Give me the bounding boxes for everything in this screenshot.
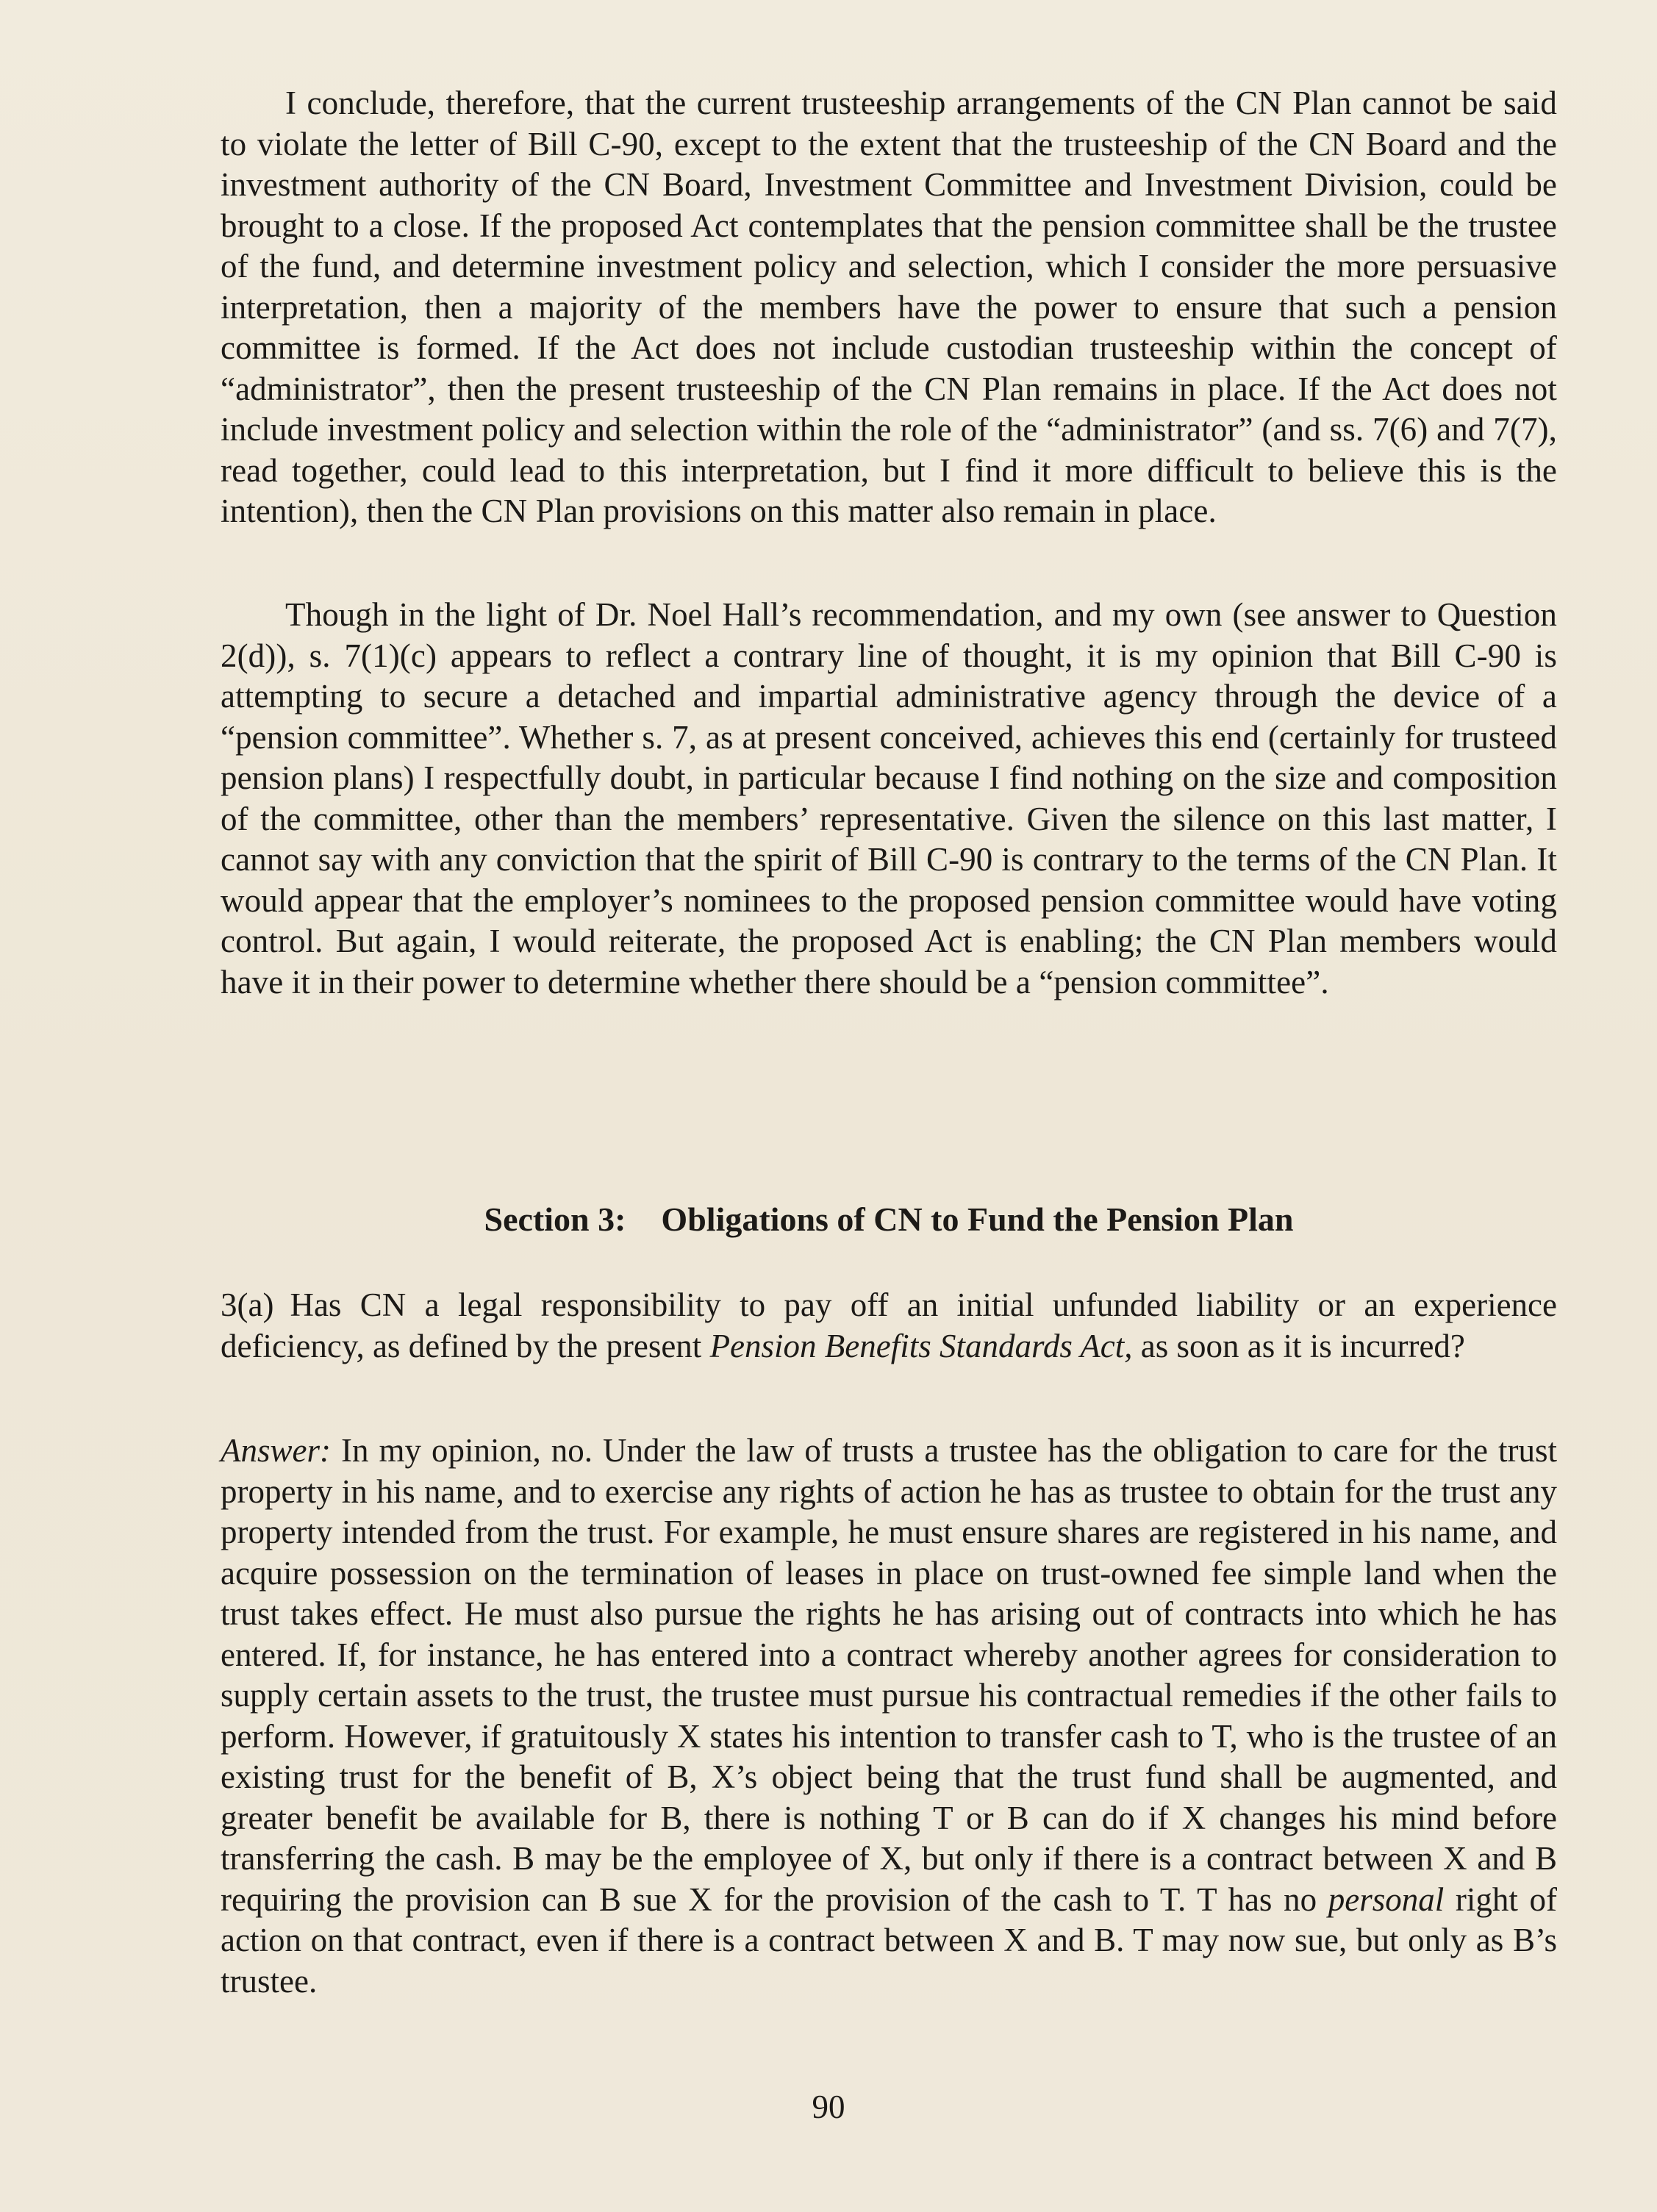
paragraph-text: Though in the light of Dr. Noel Hall’s recommendation, and my own (see answer to Question 2(d)), s. 7(1)(c) appears to reflect a contrary line of thought, it is my opinion that Bill C-90 is attempting to secure a detached and impartial administrative agency through the device of a “pension committee”. Whether s. 7, as at present conceived, achieves this end (certainly for trusteed pension plans) I respectfully doubt, in particular because I find nothing on the size and composition of the committee, other than the members’ representative. Given the silence on this last matter, I cannot say with any conviction that the spirit of Bill C-90 is contrary to the terms of the CN Plan. It would appear that the employer’s nominees to the proposed pension committee would have voting control. But again, I would reiterate, the proposed Act is enabling; the CN Plan members would have it in their power to determine whether there should be a “pension committee”. bbox=[221, 596, 1557, 1001]
paragraph-pension-committee bbox=[221, 595, 1557, 1003]
question-label: 3(a) bbox=[221, 1286, 274, 1323]
act-title: Pension Benefits Standards Act, bbox=[709, 1327, 1133, 1364]
page-number: 90 bbox=[812, 2088, 845, 2125]
paragraph-trusteeship-conclusion bbox=[221, 83, 1557, 532]
answer-label: Answer: bbox=[221, 1432, 331, 1469]
answer-text-before: In my opinion, no. Under the law of trusts a trustee has the obligation to care for the trust property in his name, and to exercise any rights of action he has as trustee to obtain for the trust any property intended from the trust. For example, he must ensure shares are registered in his name, and acquire possession on the termination of leases in place on trust-owned fee simple land when the trust takes effect. He must also pursue the rights he has arising out of contracts into which he has entered. If, for instance, he has entered into a contract whereby another agrees for consideration to supply certain assets to the trust, the trustee must pursue his contractual remedies if the other fails to perform. However, if gratuitously X states his intention to transfer cash to T, who is the trustee of an existing trust for the benefit of B, X’s object being that the trust fund shall be augmented, and greater benefit be available for B, there is nothing T or B can do if X changes his mind before transferring the cash. B may be the employee of X, but only if there is a contract between X and B requiring the provision can B sue X for the provision of the cash to T. T has no bbox=[221, 1432, 1557, 1918]
question-text-before: Has CN a legal responsibility to pay off an initial unfunded liability or an experience deficiency, as defined by the present bbox=[221, 1286, 1557, 1364]
question-3a bbox=[221, 1285, 1557, 1367]
section-title: Obligations of CN to Fund the Pension Plan bbox=[661, 1200, 1294, 1238]
answer-3a bbox=[221, 1431, 1557, 2002]
answer-emphasis: personal bbox=[1328, 1880, 1445, 1918]
section-heading bbox=[221, 1199, 1557, 1240]
question-text-after: as soon as it is incurred? bbox=[1140, 1327, 1465, 1364]
section-number: Section 3: bbox=[484, 1200, 626, 1238]
paragraph-text: I conclude, therefore, that the current trusteeship arrangements of the CN Plan cannot be said to violate the letter of Bill C-90, except to the extent that the trusteeship of the CN Board and the investment authority of the CN Board, Investment Committee and Investment Division, could be brought to a close. If the proposed Act contemplates that the pension committee shall be the trustee of the fund, and determine investment policy and selection, which I consider the more persuasive interpretation, then a majority of the members have the power to ensure that such a pension committee is formed. If the Act does not include custodian trusteeship within the concept of “administrator”, then the present trusteeship of the CN Plan remains in place. If the Act does not include investment policy and selection within the role of the “administrator” (and ss. 7(6) and 7(7), read together, could lead to this interpretation, but I find it more difficult to believe this is the intention), then the CN Plan provisions on this matter also remain in place. bbox=[221, 85, 1557, 529]
answer-text-after: right of action on that contract, even if there is a contract between X and B. T may now sue, but only as B’s trustee. bbox=[221, 1880, 1558, 2000]
